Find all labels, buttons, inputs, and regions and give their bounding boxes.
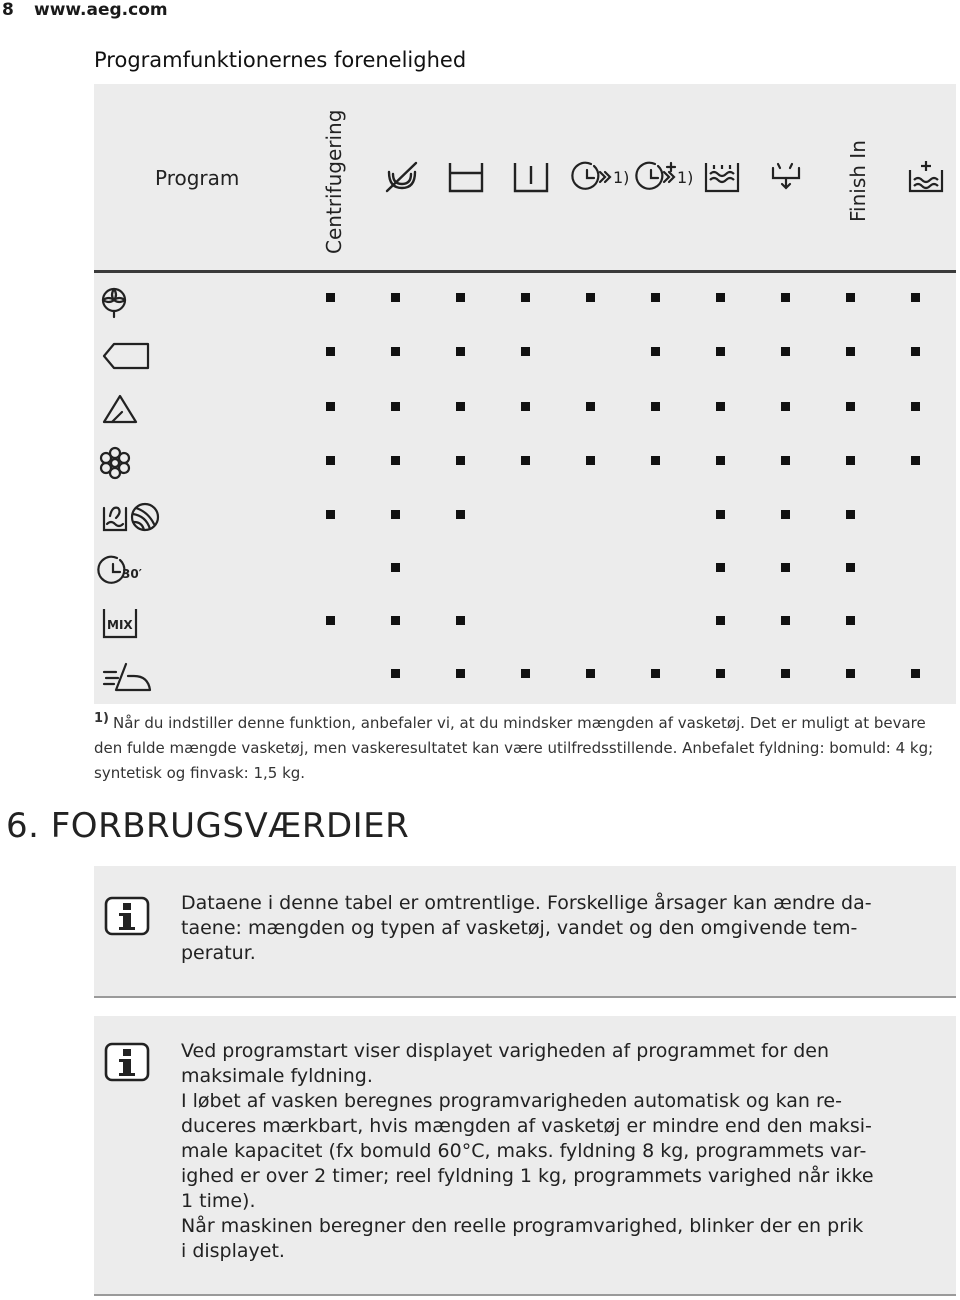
compatibility-mark [781, 293, 790, 302]
compatibility-mark [716, 293, 725, 302]
compatibility-mark [716, 669, 725, 678]
compatibility-mark [716, 510, 725, 519]
compatibility-mark [391, 293, 400, 302]
info-line: i displayet. [181, 1240, 285, 1262]
info-line: Når maskinen beregner den reelle programvarighed, blinker der en prik [181, 1215, 864, 1237]
info-icon [104, 1042, 150, 1082]
compatibility-mark [326, 616, 335, 625]
info-line: maksimale fyldning. [181, 1065, 373, 1087]
section-heading: Programfunktionernes forenelighed [94, 48, 467, 72]
page-number: 8 [2, 0, 14, 20]
no-spin-icon [383, 160, 421, 194]
footnote-marker: 1) [94, 711, 109, 726]
svg-text:30′: 30′ [122, 567, 142, 581]
compatibility-mark [586, 456, 595, 465]
compatibility-mark [651, 402, 660, 411]
header-divider [94, 270, 956, 273]
night-cycle-icon [512, 160, 550, 194]
compatibility-mark [326, 402, 335, 411]
compatibility-mark [911, 669, 920, 678]
stain-icon [768, 160, 806, 194]
compatibility-mark [456, 616, 465, 625]
compatibility-mark [326, 347, 335, 356]
compatibility-mark [391, 563, 400, 572]
compatibility-mark [456, 669, 465, 678]
compatibility-mark [781, 456, 790, 465]
info-line: duceres mærkbart, hvis mængden af vasketøj er mindre end den maksi- [181, 1115, 872, 1137]
compatibility-mark [521, 293, 530, 302]
compatibility-mark [326, 456, 335, 465]
compatibility-mark [911, 347, 920, 356]
compatibility-mark [521, 347, 530, 356]
extra-time-save-icon [638, 160, 694, 194]
info-line: 1 time). [181, 1190, 256, 1212]
compatibility-mark [586, 293, 595, 302]
prewash-icon [703, 160, 741, 194]
mix-icon [102, 606, 154, 640]
compatibility-mark [651, 456, 660, 465]
compatibility-mark [846, 456, 855, 465]
compatibility-mark [846, 402, 855, 411]
compatibility-mark [456, 347, 465, 356]
cotton-icon [102, 283, 154, 317]
compatibility-mark [781, 347, 790, 356]
compatibility-mark [781, 563, 790, 572]
compatibility-mark [781, 616, 790, 625]
svg-text:1): 1) [677, 168, 694, 187]
compatibility-mark [391, 456, 400, 465]
compatibility-mark [391, 616, 400, 625]
compatibility-mark [911, 293, 920, 302]
compatibility-mark [651, 347, 660, 356]
info-line: I løbet af vasken beregnes programvarigheden automatisk og kan re- [181, 1090, 842, 1112]
delicates-icon [102, 446, 154, 480]
compatibility-mark [521, 456, 530, 465]
info-box-approximate [94, 866, 956, 998]
compatibility-mark [911, 402, 920, 411]
info-line: taene: mængden og typen af vasketøj, vandet og den omgivende tem- [181, 917, 858, 939]
info-line: ighed er over 2 timer; reel fyldning 1 kg, programmets varighed når ikke [181, 1165, 874, 1187]
synthetics-icon [102, 339, 154, 373]
steam-refresh-icon [102, 660, 154, 694]
info-text-approximate [181, 891, 906, 966]
quick-30-icon [102, 554, 154, 588]
svg-text:MIX: MIX [107, 618, 133, 632]
extra-rinse-icon [907, 160, 945, 194]
compatibility-table [94, 84, 956, 704]
compatibility-mark [391, 510, 400, 519]
footnote-text: Når du indstiller denne funktion, anbefaler vi, at du mindsker mængden af vasketøj. Det er muligt at bevare den fulde mængde vasketøj, men vaskeresultatet kan være utilfredsstillende. Anbefalet fyldning: bomuld: 4 kg; syntetisk og finvask: 1,5 kg. [94, 714, 934, 782]
compatibility-mark [716, 563, 725, 572]
finish-in-column-label: Finish In [846, 140, 870, 222]
compatibility-mark [716, 456, 725, 465]
info-line: Dataene i denne tabel er omtrentlige. Forskellige årsager kan ændre da- [181, 892, 872, 914]
compatibility-mark [846, 616, 855, 625]
easy-iron-icon [102, 392, 154, 426]
info-line: male kapacitet (fx bomuld 60°C, maks. fyldning 8 kg, programmets var- [181, 1140, 867, 1162]
compatibility-mark [391, 402, 400, 411]
compatibility-mark [716, 347, 725, 356]
compatibility-mark [456, 510, 465, 519]
compatibility-mark [391, 347, 400, 356]
footnote [94, 706, 956, 786]
compatibility-mark [716, 616, 725, 625]
compatibility-mark [846, 669, 855, 678]
program-column-label: Program [155, 166, 240, 190]
compatibility-mark [326, 293, 335, 302]
info-text-duration [181, 1039, 906, 1264]
spin-column-label: Centrifugering [322, 109, 346, 254]
compatibility-mark [326, 510, 335, 519]
compatibility-mark [781, 669, 790, 678]
compatibility-mark [651, 669, 660, 678]
compatibility-mark [781, 510, 790, 519]
compatibility-mark [846, 563, 855, 572]
compatibility-mark [391, 669, 400, 678]
compatibility-mark [586, 669, 595, 678]
svg-text:1): 1) [613, 168, 630, 187]
info-icon [104, 896, 150, 936]
rinse-hold-icon [447, 160, 485, 194]
compatibility-mark [456, 402, 465, 411]
compatibility-mark [846, 347, 855, 356]
wool-hand-wash-icon [102, 500, 162, 534]
compatibility-mark [846, 293, 855, 302]
chapter-title: 6. FORBRUGSVÆRDIER [6, 806, 410, 846]
time-save-icon [574, 160, 630, 194]
compatibility-mark [651, 293, 660, 302]
compatibility-mark [911, 456, 920, 465]
compatibility-mark [456, 456, 465, 465]
compatibility-mark [846, 510, 855, 519]
compatibility-mark [521, 402, 530, 411]
site-url[interactable]: www.aeg.com [34, 0, 168, 20]
compatibility-mark [521, 669, 530, 678]
compatibility-mark [781, 402, 790, 411]
compatibility-mark [456, 293, 465, 302]
compatibility-mark [716, 402, 725, 411]
info-line: peratur. [181, 942, 256, 964]
table-header-row [94, 84, 956, 270]
info-box-duration [94, 1016, 956, 1296]
compatibility-mark [586, 402, 595, 411]
info-line: Ved programstart viser displayet varigheden af programmet for den [181, 1040, 830, 1062]
